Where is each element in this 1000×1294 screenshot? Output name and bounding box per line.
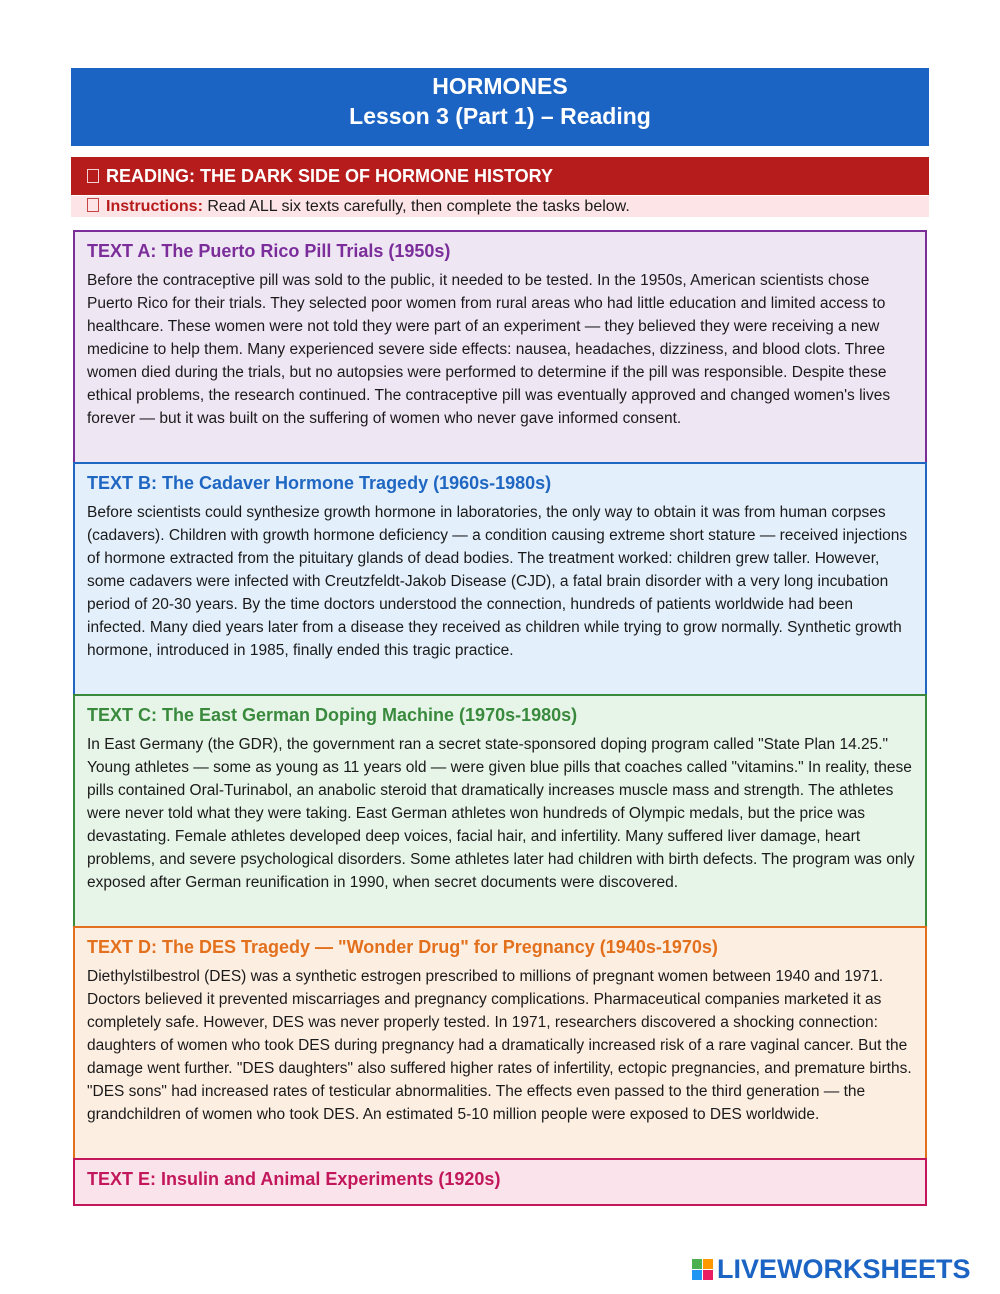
instructions-text: Read ALL six texts carefully, then complete the tasks below. — [207, 198, 630, 215]
instructions-bar — [71, 196, 929, 217]
pencil-icon — [87, 198, 99, 212]
text-c-title: TEXT C: The East German Doping Machine (1970s-1980s) — [87, 705, 578, 725]
text-b-body: Before scientists could synthesize growth hormone in laboratories, the only way to obtain it was from human corpses (cadavers). Children with growth hormone deficiency — a condition causing extreme short stature — received injections of hormone extracted from the pituitary glands of dead bodies. The treatment worked: children grew taller. However, some cadavers were infected with Creutzfeldt-Jakob Disease (CJD), a fatal brain disorder with a very long incubation period of 20-30 years. By the time doctors understood the connection, hundreds of patients worldwide had been infected. Many died years later from a disease they received as children while trying to grow normally. Synthetic growth hormone, introduced in 1985, finally ended this tragic practice. — [87, 504, 908, 659]
page-title: HORMONES — [432, 73, 568, 99]
text-d-box — [73, 926, 927, 1160]
text-c-body: In East Germany (the GDR), the government ran a secret state-sponsored doping program called "State Plan 14.25." Young athletes — some as young as 11 years old — were given blue pills that coaches called "vitamins." In reality, these pills contained Oral-Turinabol, an anabolic steroid that dramatically increases muscle mass and strength. The athletes were never told what they were taking. East German athletes won hundreds of Olympic medals, but the price was devastating. Female athletes developed deep voices, facial hair, and infertility. Many suffered liver damage, heart problems, and severe psychological disorders. Some athletes later had children with birth defects. The program was only exposed after German reunification in 1990, when secret documents were discovered. — [87, 736, 915, 891]
instructions-label: Instructions: — [106, 198, 203, 215]
section-header — [71, 157, 929, 195]
liveworksheets-logo-icon — [692, 1259, 713, 1280]
text-a-body: Before the contraceptive pill was sold to the public, it needed to be tested. In the 1950s, American scientists chose Puerto Rico for their trials. They selected poor women from rural areas who had little education and limited access to healthcare. These women were not told they were part of an experiment — they believed they were receiving a new medicine to help them. Many experienced severe side effects: nausea, headaches, dizziness, and blood clots. Three women died during the trials, but no autopsies were performed to determine if the pill was responsible. Despite these ethical problems, the research continued. The contraceptive pill was eventually approved and changed women's lives forever — but it was built on the suffering of women who never gave informed consent. — [87, 272, 891, 427]
text-a-title: TEXT A: The Puerto Rico Pill Trials (1950s) — [87, 241, 451, 261]
book-icon — [87, 169, 99, 183]
liveworksheets-logo[interactable] — [692, 1254, 971, 1284]
logo-text: LIVEWORKSHEETS — [717, 1253, 971, 1284]
text-b-box — [73, 462, 927, 696]
text-a-box — [73, 230, 927, 464]
text-d-body: Diethylstilbestrol (DES) was a synthetic estrogen prescribed to millions of pregnant women between 1940 and 1971. Doctors believed it prevented miscarriages and pregnancy complications. Pharmaceutical companies marketed it as completely safe. However, DES was never properly tested. In 1971, researchers discovered a shocking connection: daughters of women who took DES during pregnancy had a dramatically increased risk of a rare vaginal cancer. But the damage went further. "DES daughters" also suffered higher rates of infertility, ectopic pregnancies, and premature births. "DES sons" had increased rates of testicular abnormalities. The effects even passed to the third generation — the grandchildren of women who took DES. An estimated 5-10 million people were exposed to DES worldwide. — [87, 968, 912, 1123]
page-subtitle: Lesson 3 (Part 1) – Reading — [349, 103, 651, 129]
text-e-title: TEXT E: Insulin and Animal Experiments (1920s) — [87, 1169, 501, 1189]
text-b-title: TEXT B: The Cadaver Hormone Tragedy (1960s-1980s) — [87, 473, 552, 493]
section-title: READING: THE DARK SIDE OF HORMONE HISTORY — [106, 166, 554, 186]
text-e-box — [73, 1158, 927, 1206]
text-c-box — [73, 694, 927, 928]
page-header — [71, 68, 929, 146]
text-d-title: TEXT D: The DES Tragedy — "Wonder Drug" for Pregnancy (1940s-1970s) — [87, 937, 718, 957]
